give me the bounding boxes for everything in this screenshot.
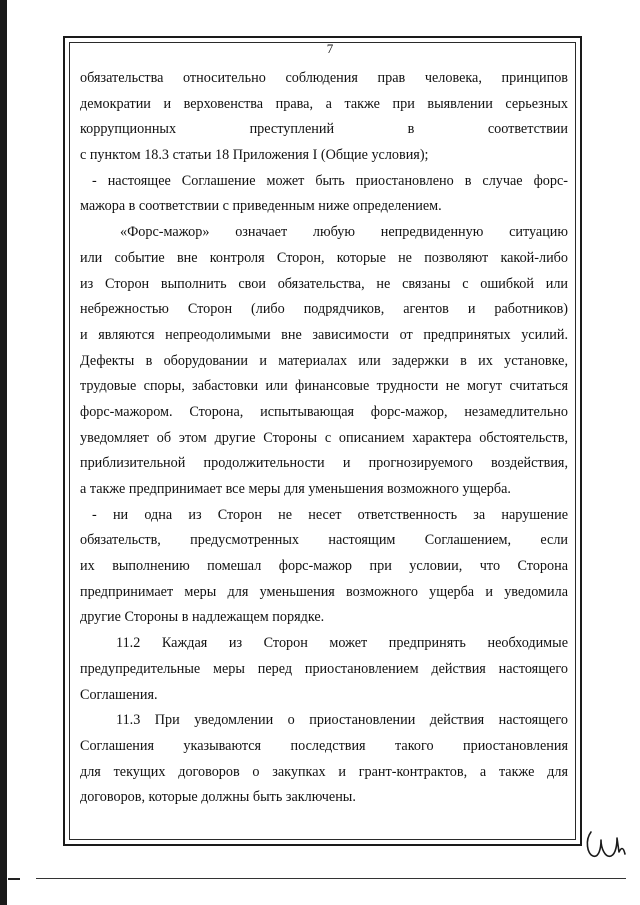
text-line: а также предпринимает все меры для уменьшения возможного ущерба. bbox=[80, 481, 511, 497]
document-body bbox=[80, 66, 568, 811]
text-line: демократии и верховенства права, а также при выявлении серьезных bbox=[80, 95, 568, 112]
text-line: уведомляет об этом другие Стороны с описанием характера обстоятельств, bbox=[80, 429, 568, 446]
text-line: предупредительные меры перед приостановлением действия настоящего bbox=[80, 660, 568, 677]
text-line: форс-мажором. Сторона, испытывающая форс-мажор, незамедлительно bbox=[80, 403, 568, 420]
text-line: небрежностью Сторон (либо подрядчиков, агентов и работников) bbox=[80, 301, 568, 318]
text-line: - настоящее Соглашение может быть приостановлено в случае форс- bbox=[92, 172, 568, 189]
text-line: другие Стороны в надлежащем порядке. bbox=[80, 609, 325, 626]
page-number: 7 bbox=[326, 41, 334, 56]
bottom-rule bbox=[36, 878, 626, 879]
bottom-rule-left-mark bbox=[8, 878, 20, 880]
text-line: с пунктом 18.3 статьи 18 Приложения I (Общие условия); bbox=[80, 147, 429, 164]
text-line: из Сторон выполнить свои обязательства, не связаны с ошибкой или bbox=[80, 275, 568, 292]
text-line: их выполнению помешал форс-мажор при условии, что Сторона bbox=[80, 558, 568, 575]
text-line: обязательств, предусмотренных настоящим Соглашением, если bbox=[80, 532, 568, 549]
text-line: Соглашения. bbox=[80, 686, 158, 703]
text-line: или событие вне контроля Сторон, которые не позволяют какой-либо bbox=[80, 249, 568, 266]
text-line: коррупционных преступлений в соответствии bbox=[80, 121, 568, 138]
text-line: и являются непреодолимыми вне зависимости от предпринятых усилий. bbox=[80, 326, 568, 343]
text-line: договоров, которые должны быть заключены. bbox=[80, 789, 356, 806]
text-line: 11.2 Каждая из Сторон может предпринять необходимые bbox=[116, 635, 568, 652]
text-line: обязательства относительно соблюдения прав человека, принципов bbox=[80, 70, 568, 86]
text-line: предпринимает меры для уменьшения возможного ущерба и уведомила bbox=[80, 583, 568, 600]
handwritten-initials-signature bbox=[583, 818, 635, 866]
text-line: - ни одна из Сторон не несет ответственность за нарушение bbox=[92, 506, 568, 523]
text-line: приблизительной продолжительности и прогнозируемого воздействия, bbox=[80, 455, 568, 472]
text-line: Соглашения указываются последствия такого приостановления bbox=[80, 737, 568, 754]
text-line: трудовые споры, забастовки или финансовые трудности не могут считаться bbox=[80, 378, 568, 395]
text-line: «Форс-мажор» означает любую непредвиденную ситуацию bbox=[120, 224, 568, 241]
text-line: мажора в соответствии с приведенным ниже определением. bbox=[80, 198, 442, 215]
text-line: 11.3 При уведомлении о приостановлении действия настоящего bbox=[116, 712, 568, 729]
scan-edge-bar bbox=[0, 0, 7, 905]
text-line: для текущих договоров о закупках и грант-контрактов, а также для bbox=[80, 763, 568, 780]
text-line: Дефекты в оборудовании и материалах или задержки в их установке, bbox=[80, 352, 568, 369]
